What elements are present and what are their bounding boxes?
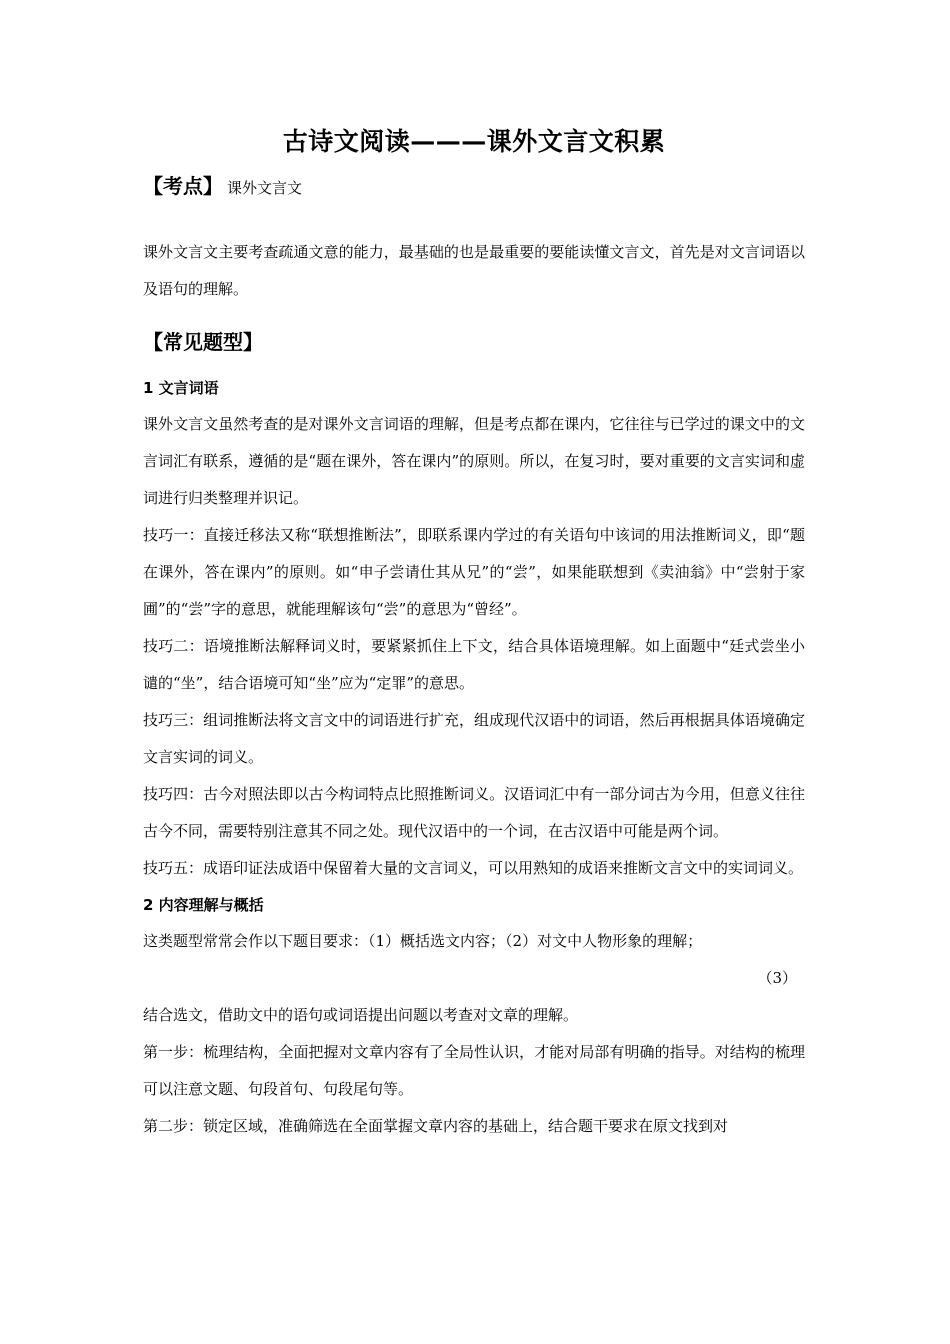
tip2-paragraph: 技巧二：语境推断法解释词义时，要紧紧抓住上下文，结合具体语境理解。如上面题中“廷式尝坐小谴的“坐”，结合语境可知“坐”应为“定罪”的意思。 — [143, 637, 805, 692]
step2-paragraph: 第二步：锁定区域，准确筛选在全面掌握文章内容的基础上，结合题干要求在原文找到对 — [143, 1117, 729, 1135]
intro-paragraph: 课外文言文主要考查疏通文意的能力，最基础的也是最重要的要能读懂文言文，首先是对文言词语以及语句的理解。 — [143, 243, 805, 298]
tip5-paragraph: 技巧五：成语印证法成语中保留着大量的文言词义，可以用熟知的成语来推断文言文中的实词词义。 — [143, 859, 804, 877]
tip1-paragraph: 技巧一：直接迁移法又称“联想推断法”，即联系课内学过的有关语句中该词的用法推断词义，即“题在课外，答在课内”的原则。如“申子尝请仕其从兄”的“尝”，如果能联想到《卖油翁》中“尝射于家圃”的“尝”字的意思，就能理解该句“尝”的意思为“曾经”。 — [143, 526, 805, 618]
section2-line2: 结合选文，借助文中的语句或词语提出问题以考查对文章的理解。 — [143, 1006, 579, 1024]
section1-paragraph: 课外文言文虽然考查的是对课外文言词语的理解，但是考点都在课内，它往往与已学过的课文中的文言词汇有联系，遵循的是“题在课外，答在课内”的原则。所以，在复习时，要对重要的文言实词和虚词进行归类整理并识记。 — [143, 415, 805, 507]
tip3-paragraph: 技巧三：组词推断法将文言文中的词语进行扩充，组成现代汉语中的词语，然后再根据具体语境确定文言实词的词义。 — [143, 711, 805, 766]
section2-item-number: （3） — [757, 969, 797, 987]
section2-heading: 2 内容理解与概括 — [143, 896, 264, 914]
section2-line1: 这类题型常常会作以下题目要求：（1）概括选文内容；（2）对文中人物形象的理解； — [143, 932, 703, 950]
tip4-paragraph: 技巧四：古今对照法即以古今构词特点比照推断词义。汉语词汇中有一部分词古为今用，但意义往往古今不同，需要特别注意其不同之处。现代汉语中的一个词，在古汉语中可能是两个词。 — [143, 785, 805, 840]
common-types-heading: 【常见题型】 — [143, 330, 263, 354]
kaodian-heading: 【考点】 — [143, 174, 223, 198]
section1-heading: 1 文言词语 — [143, 379, 219, 397]
kaodian-line — [143, 168, 805, 206]
kaodian-text: 课外文言文 — [227, 179, 303, 197]
document-body — [143, 120, 805, 1145]
step1-paragraph: 第一步：梳理结构，全面把握对文章内容有了全局性认识，才能对局部有明确的指导。对结构的梳理可以注意文题、句段首句、句段尾句等。 — [143, 1043, 805, 1098]
page-title: 古诗文阅读———课外文言文积累 — [282, 127, 666, 156]
